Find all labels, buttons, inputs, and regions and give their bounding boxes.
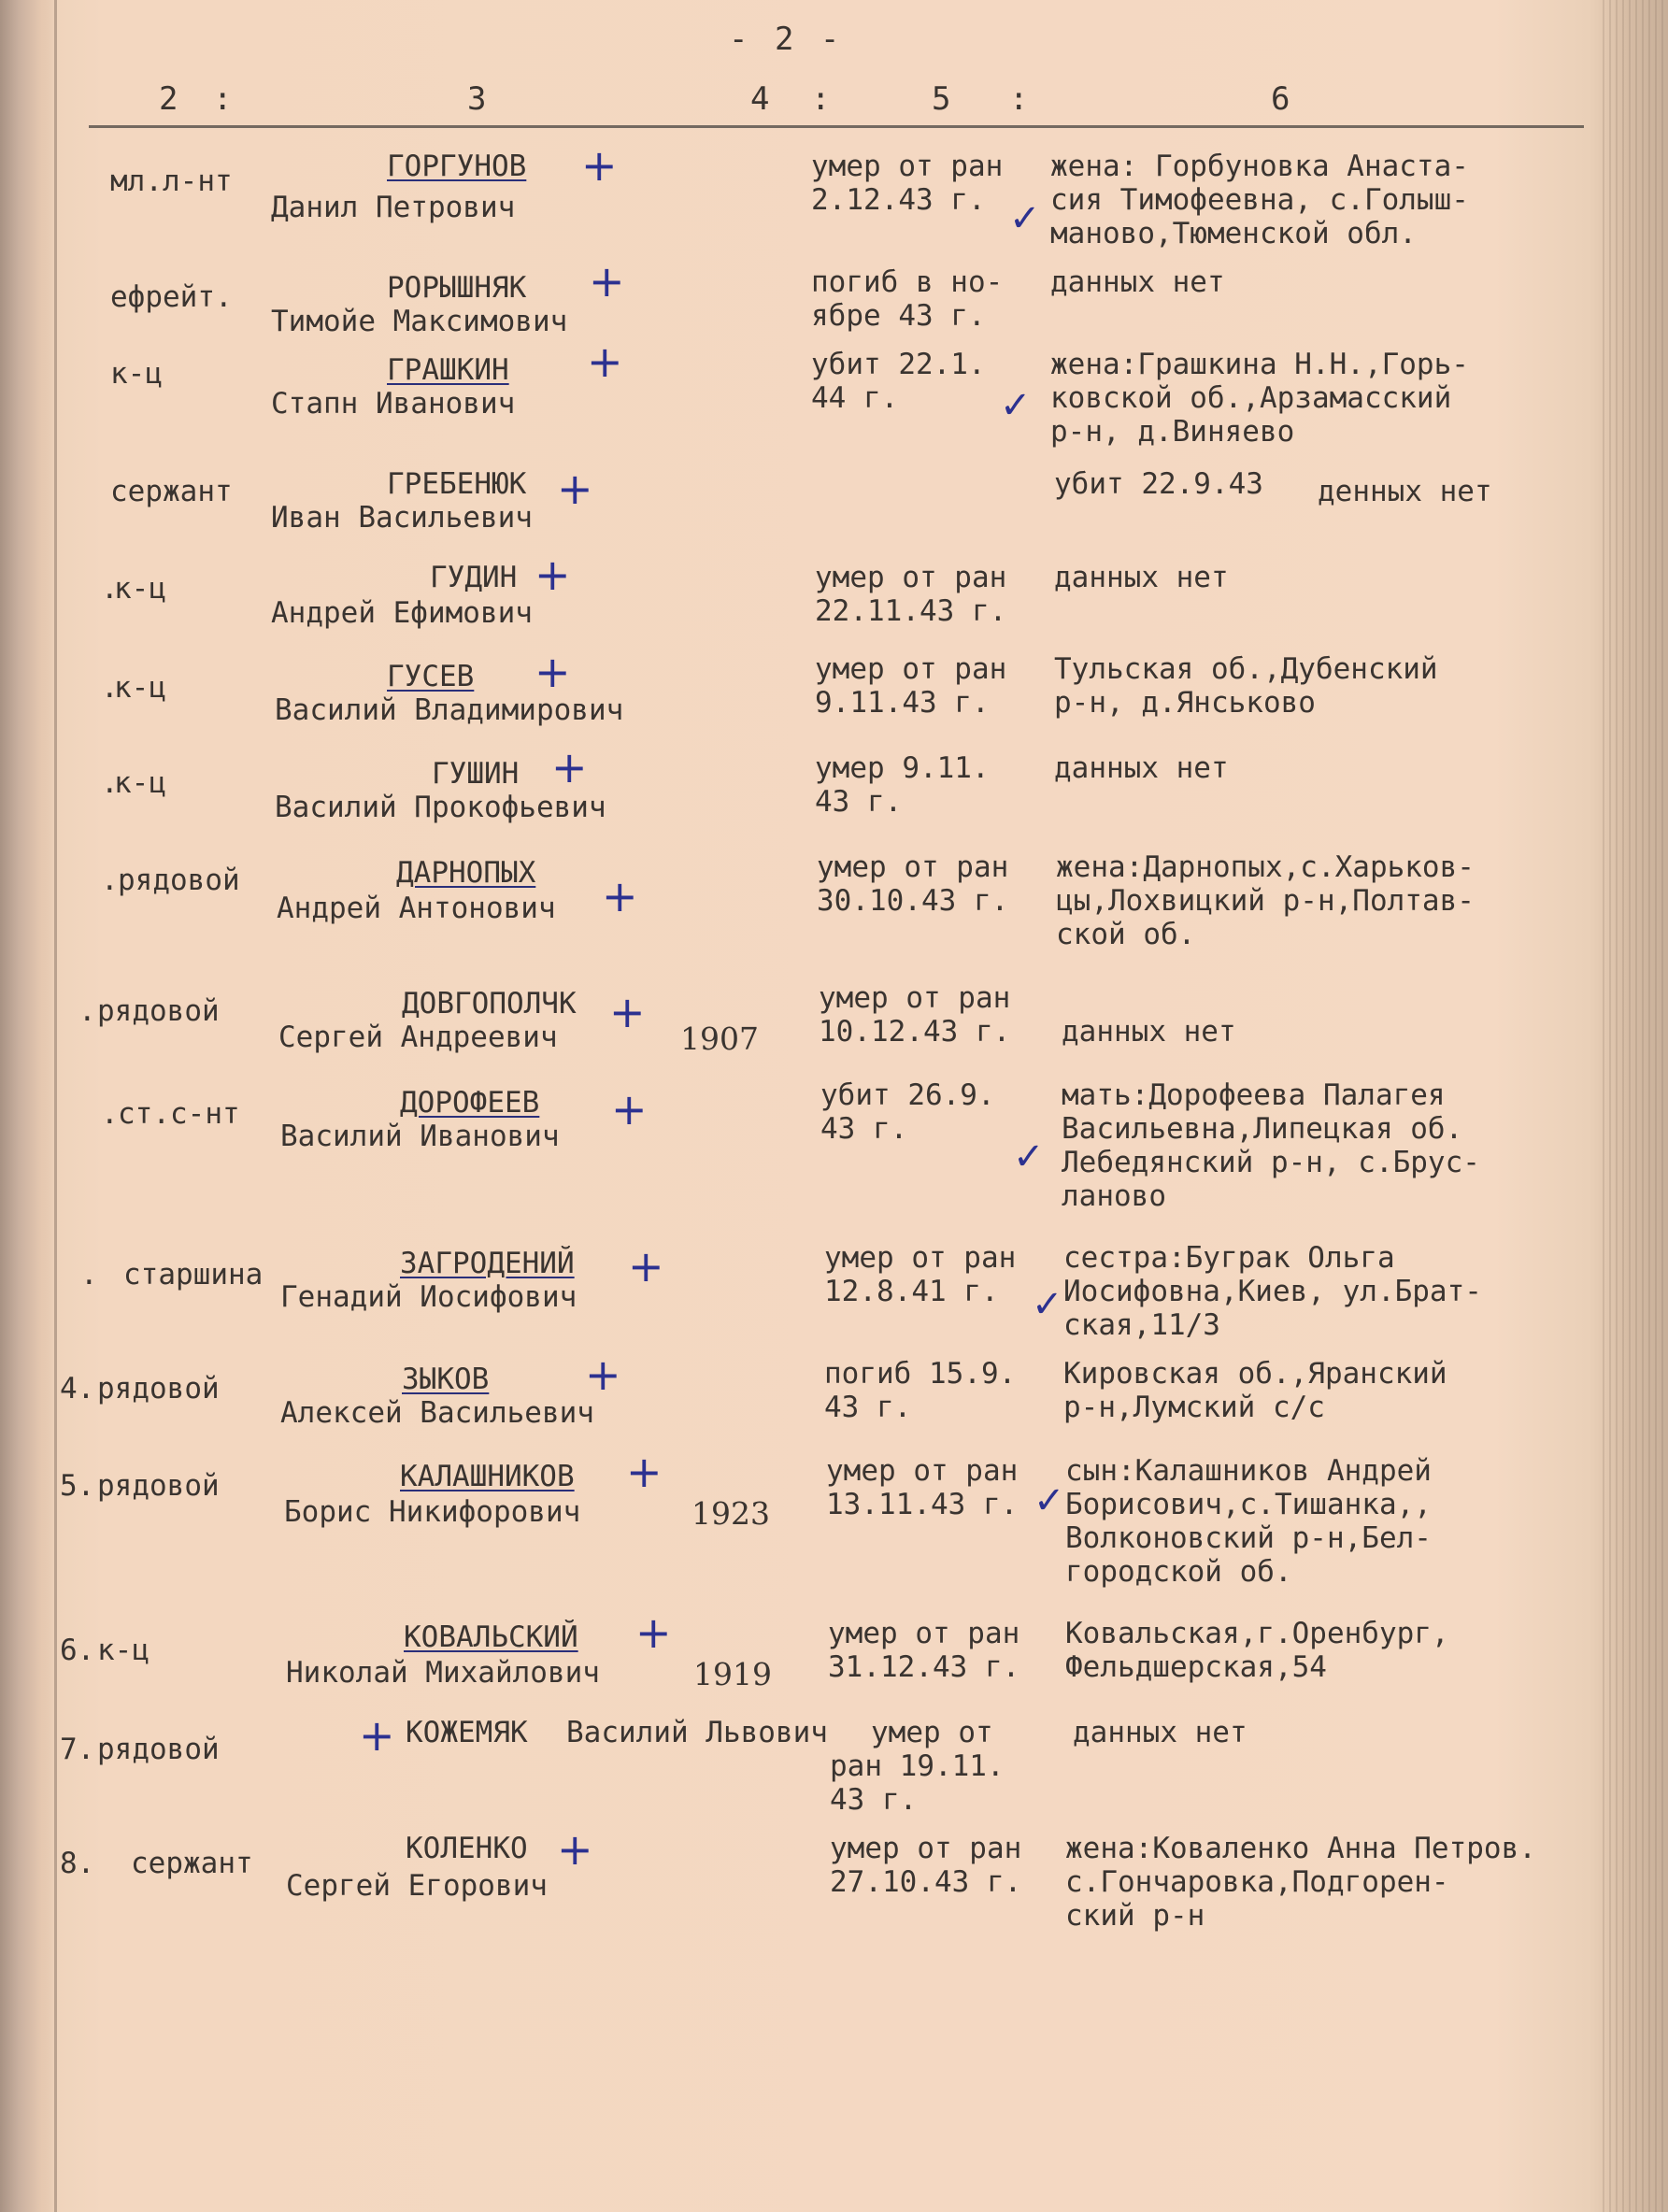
record-info: Борисович,с.Тишанка,, [1065,1488,1432,1521]
record-death: убит 26.9. [820,1078,995,1112]
column-number-4: 4 [750,80,770,118]
handwritten-plus-mark: + [609,987,646,1037]
record-surname: ГОРГУНОВ [387,150,527,183]
record-death: умер от ран [830,1832,1022,1865]
record-surname: ГУШИН [432,757,520,791]
record-info: Васильевна,Липецкая об. [1062,1112,1463,1146]
record-death: 22.11.43 г. [815,594,1007,628]
record-death: умер от ран [819,981,1011,1015]
record-info: с.Гончаровка,Подгорен- [1065,1865,1449,1899]
record-death: ран 19.11. [830,1749,1005,1783]
record-info: Фельдшерская,54 [1065,1650,1327,1684]
record-death: 43 г. [824,1391,912,1424]
record-surname: ДОРОФЕЕВ [400,1086,540,1120]
record-death: умер от ран [815,561,1007,594]
record-death: 27.10.43 г. [830,1865,1022,1899]
record-surname: ГРЕБЕНЮК [387,467,527,501]
record-info: данных нет [1054,561,1229,594]
handwritten-plus-mark: + [626,1447,663,1497]
record-given-name: Тимойе Максимович [271,305,568,338]
record-surname: КАЛАШНИКОВ [400,1460,575,1493]
record-rank: старшина [123,1258,264,1292]
record-death: умер от ран [817,850,1009,884]
record-surname: ДОВГОПОЛЧК [402,987,577,1020]
record-info: Тульская об.,Дубенский [1054,652,1438,686]
record-death: 43 г. [820,1112,908,1146]
handwritten-plus-mark: + [628,1241,664,1292]
column-number-2: 2 [159,80,178,118]
record-death: погиб в но- [811,265,1004,299]
record-death: умер от [871,1716,993,1749]
record-given-name: Сергей Егорович [286,1869,548,1903]
record-given-name: Василий Иванович [280,1120,560,1153]
handwritten-check-mark: ✓ [1000,384,1032,427]
record-info: данных нет [1054,751,1229,785]
record-surname: КОВАЛЬСКИЙ [404,1620,578,1654]
record-death: 12.8.41 г. [824,1275,999,1308]
record-info: Лебедянский р-н, с.Брус- [1062,1146,1480,1179]
column-number-5: 5 [932,80,951,118]
record-info: данных нет [1050,265,1225,299]
record-death: 2.12.43 г. [811,183,986,217]
record-info: цы,Лохвицкий р-н,Полтав- [1056,884,1475,918]
record-info: Волконовский р-н,Бел- [1065,1521,1432,1555]
record-index: 5. [60,1469,95,1503]
record-surname: ДАРНОПЫХ [396,856,536,890]
record-given-name: Андрей Ефимович [271,596,533,630]
record-index: 4. [60,1372,95,1406]
handwritten-plus-mark: + [602,871,638,921]
column-separator: : [213,80,233,118]
record-info: денных нет [1318,475,1492,508]
record-index: 7. [60,1733,95,1766]
record-given-name: Василий Владимирович [275,693,624,727]
record-rank: к-ц [114,671,166,705]
record-rank: сержант [110,475,233,508]
record-rank: к-ц [97,1634,150,1667]
handwritten-plus-mark: + [359,1710,395,1761]
record-rank: рядовой [97,1372,220,1406]
record-rank: к-ц [114,766,166,800]
record-death: 44 г. [811,381,899,415]
record-info: Иосифовна,Киев, ул.Брат- [1063,1275,1482,1308]
page-number: - 2 - [729,21,844,58]
record-birth-year: 1919 [693,1656,772,1692]
record-rank: ст.с-нт [118,1097,240,1131]
column-separator: : [1009,80,1029,118]
record-death: ябре 43 г. [811,299,986,333]
binding-shadow [0,0,58,2212]
record-info: р-н,Лумский с/с [1063,1391,1325,1424]
handwritten-plus-mark: + [535,647,571,697]
record-info: сын:Калашников Андрей [1065,1454,1432,1488]
record-info: мать:Дорофеева Палагея [1062,1078,1446,1112]
column-number-3: 3 [467,80,487,118]
record-given-name: Василий Львович [566,1716,828,1749]
record-birth-year: 1923 [691,1495,770,1532]
record-surname: КОЛЕНКО [406,1832,528,1865]
record-rank: сержант [131,1847,253,1880]
page-edges [1603,0,1668,2212]
record-death: умер от ран [828,1617,1020,1650]
record-rank: мл.л-нт [110,164,233,198]
record-surname: ЗАГРОДЕНИЙ [400,1247,575,1280]
record-rank: к-ц [110,357,163,391]
record-index: . [101,572,119,606]
record-surname: ЗЫКОВ [402,1363,490,1396]
record-info: жена: Горбуновка Анаста- [1050,150,1469,183]
handwritten-check-mark: ✓ [1032,1283,1063,1326]
handwritten-plus-mark: + [589,256,625,307]
record-surname: ГУДИН [430,561,518,594]
record-rank: рядовой [97,1469,220,1503]
record-given-name: Иван Васильевич [271,501,533,535]
record-rank: ефрейт. [110,280,233,314]
header-rule [89,125,1584,128]
record-info: жена:Дарнопых,с.Харьков- [1056,850,1475,884]
record-death: 31.12.43 г. [828,1650,1020,1684]
handwritten-check-mark: ✓ [1034,1479,1065,1522]
record-info: р-н, д.Янськово [1054,686,1316,720]
record-given-name: Стапн Иванович [271,387,516,421]
record-info: ская,11/3 [1063,1308,1220,1342]
record-info: городской об. [1065,1555,1292,1589]
record-index: . [80,1258,98,1292]
record-index: . [101,671,119,705]
record-index: . [101,863,119,897]
record-index: . [78,994,96,1028]
record-death: умер 9.11. [815,751,990,785]
record-surname: РОРЫШНЯК [387,271,527,305]
record-info: сия Тимофеевна, с.Голыш- [1050,183,1469,217]
record-given-name: Алексей Васильевич [280,1396,594,1430]
column-numbers [84,80,1486,127]
record-info: жена:Коваленко Анна Петров. [1065,1832,1536,1865]
record-given-name: Генадий Иосифович [280,1280,577,1314]
handwritten-plus-mark: + [551,742,588,792]
record-rank: к-ц [114,572,166,606]
record-given-name: Николай Михайлович [286,1656,600,1690]
record-birth-year: 1907 [680,1020,759,1057]
record-info: ской об. [1056,918,1196,951]
handwritten-plus-mark: + [587,336,623,387]
record-rank: рядовой [118,863,240,897]
record-given-name: Данил Петрович [271,191,516,224]
record-given-name: Андрей Антонович [277,892,556,925]
record-info: данных нет [1062,1015,1236,1049]
record-death: 9.11.43 г. [815,686,990,720]
record-given-name: Борис Никифорович [284,1495,581,1529]
handwritten-plus-mark: + [581,140,618,191]
handwritten-plus-mark: + [635,1607,672,1658]
handwritten-plus-mark: + [557,464,593,514]
record-info: Кировская об.,Яранский [1063,1357,1447,1391]
record-info: маново,Тюменской обл. [1050,217,1417,250]
record-index: 6. [60,1634,95,1667]
record-death: погиб 15.9. [824,1357,1017,1391]
record-info: ковской об.,Арзамасский [1050,381,1452,415]
record-death: умер от ран [824,1241,1017,1275]
record-death: умер от ран [811,150,1004,183]
record-death: 43 г. [815,785,903,819]
column-separator: : [811,80,831,118]
handwritten-plus-mark: + [611,1084,648,1135]
column-number-6: 6 [1271,80,1290,118]
record-info: сестра:Буграк Ольга [1063,1241,1395,1275]
handwritten-check-mark: ✓ [1013,1135,1045,1178]
handwritten-check-mark: ✓ [1009,197,1041,240]
record-death: убит 22.1. [811,348,986,381]
handwritten-plus-mark: + [585,1349,621,1400]
record-info: Ковальская,г.Оренбург, [1065,1617,1449,1650]
record-surname: КОЖЕМЯК [406,1716,528,1749]
record-index: . [101,1097,119,1131]
record-death: умер от ран [815,652,1007,686]
record-info: жена:Грашкина Н.Н.,Горь- [1050,348,1469,381]
page-fold [54,0,57,2212]
record-surname: ГУСЕВ [387,660,475,693]
record-death: 43 г. [830,1783,918,1817]
record-death: 10.12.43 г. [819,1015,1011,1049]
record-rank: рядовой [97,994,220,1028]
record-rank: рядовой [97,1733,220,1766]
record-death: убит 22.9.43 [1054,467,1263,501]
record-death: умер от ран [826,1454,1019,1488]
record-death: 13.11.43 г. [826,1488,1019,1521]
record-info: ский р-н [1065,1899,1205,1933]
record-given-name: Сергей Андреевич [278,1020,558,1054]
record-index: 8. [60,1847,95,1880]
handwritten-plus-mark: + [535,549,571,600]
handwritten-plus-mark: + [557,1824,593,1875]
record-death: 30.10.43 г. [817,884,1009,918]
record-given-name: Василий Прокофьевич [275,791,606,824]
record-surname: ГРАШКИН [387,353,509,387]
record-info: данных нет [1073,1716,1247,1749]
record-index: . [101,766,119,800]
record-info: ланово [1062,1179,1166,1213]
record-info: р-н, д.Виняево [1050,415,1295,449]
